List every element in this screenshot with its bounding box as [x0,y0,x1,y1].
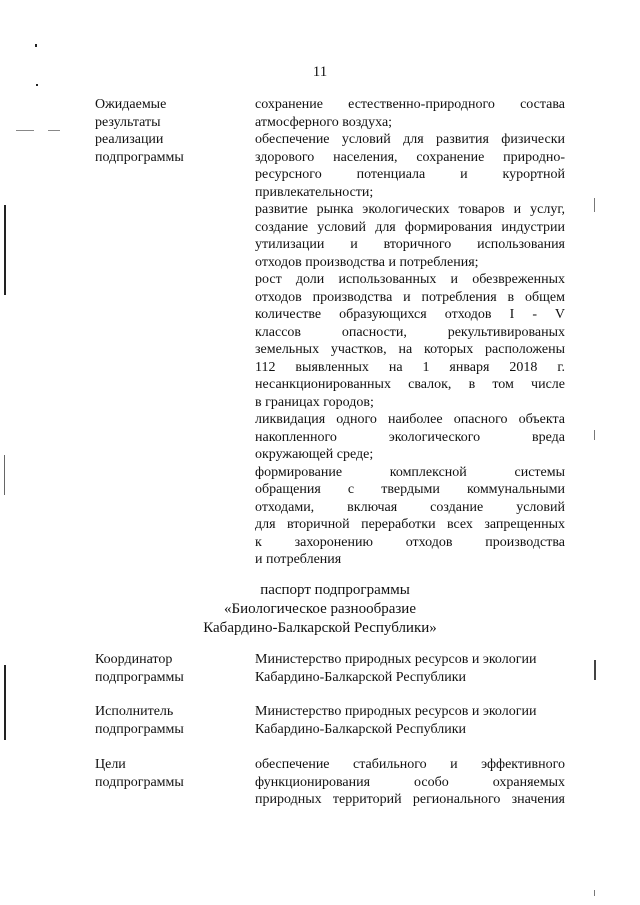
text-line: количестве образующихся отходов I - V [255,307,565,322]
text-line: развитие рынка экологических товаров и услуг, [255,202,565,217]
text-line: Кабардино-Балкарской Республики [255,721,466,737]
label-line: Цели [95,757,126,772]
heading-line: «Биологическое разнообразие [224,601,416,617]
text-line: отходами, включая создание условий [255,499,565,515]
text-line: в границах городов; [255,394,374,410]
text-line: классов опасности, рекультивированых [255,324,565,340]
scan-mark [16,130,34,131]
scan-mark [594,890,595,896]
label-line: Координатор [95,652,173,667]
text-line: утилизации и вторичного использования [255,237,565,252]
text-line: для вторичной переработки всех запрещенных [255,517,565,532]
coordinator-value [255,651,585,686]
text-line: ресурсного потенциала и курортной [255,167,565,182]
text-line: формирование комплексной системы [255,464,565,480]
scan-mark [36,84,38,86]
text-line: Кабардино-Балкарской Республики [255,669,466,685]
text-line: здорового населения, сохранение природно- [255,149,565,165]
text-line: 112 выявленных на 1 января 2018 г. [255,359,565,375]
text-line: Министерство природных ресурсов и экологии [255,652,537,667]
heading-line: паспорт подпрограммы [260,582,410,598]
scan-mark [35,44,37,47]
text-line: атмосферного воздуха; [255,114,393,130]
heading-line: Кабардино-Балкарской Республики» [203,620,437,636]
text-line: сохранение естественно-природного состава [255,97,565,112]
label-line: подпрограммы [95,774,184,790]
coordinator-label [95,651,245,686]
text-line: несанкционированных свалок, в том числе [255,377,565,392]
label-line: Исполнитель [95,704,174,719]
goals-value [255,756,565,809]
page-number: 11 [312,64,328,80]
text-line: отходов производства и потребления в общем [255,289,565,305]
text-line: привлекательности; [255,184,374,200]
text-line: ликвидация одного наиболее опасного объекта [255,412,565,427]
scan-mark [4,455,5,495]
text-line: Министерство природных ресурсов и экологии [255,704,537,719]
text-line: природных территорий регионального значения [255,792,565,807]
text-line: обеспечение стабильного и эффективного [255,757,565,772]
label-line: Ожидаемые [95,97,167,112]
label-line: подпрограммы [95,669,184,685]
text-line: обеспечение условий для развития физически [255,132,565,147]
scan-mark [48,130,60,131]
text-line: земельных участков, на которых расположены [255,342,565,357]
goals-label [95,756,245,791]
expected-results-text [255,96,565,569]
text-line: обращения с твердыми коммунальными [255,482,565,497]
text-line: окружающей среде; [255,447,374,462]
scan-mark [4,665,6,740]
label-line: подпрограммы [95,149,184,165]
text-line: функционирования особо охраняемых [255,774,565,790]
label-line: реализации [95,132,164,147]
text-line: к захоронению отходов производства [255,534,565,550]
executor-value [255,703,585,738]
executor-label [95,703,245,738]
text-line: рост доли использованных и обезвреженных [255,272,565,287]
scan-mark [4,205,6,295]
expected-results-label [95,96,245,166]
text-line: и потребления [255,552,342,567]
text-line: создание условий для формирования индустрии [255,219,565,235]
label-line: подпрограммы [95,721,184,737]
passport-heading [0,581,640,638]
label-line: результаты [95,114,161,130]
text-line: накопленного экологического вреда [255,429,565,445]
scan-mark [594,660,596,680]
scan-mark [594,430,595,440]
text-line: отходов производства и потребления; [255,254,479,270]
scan-mark [594,198,595,212]
